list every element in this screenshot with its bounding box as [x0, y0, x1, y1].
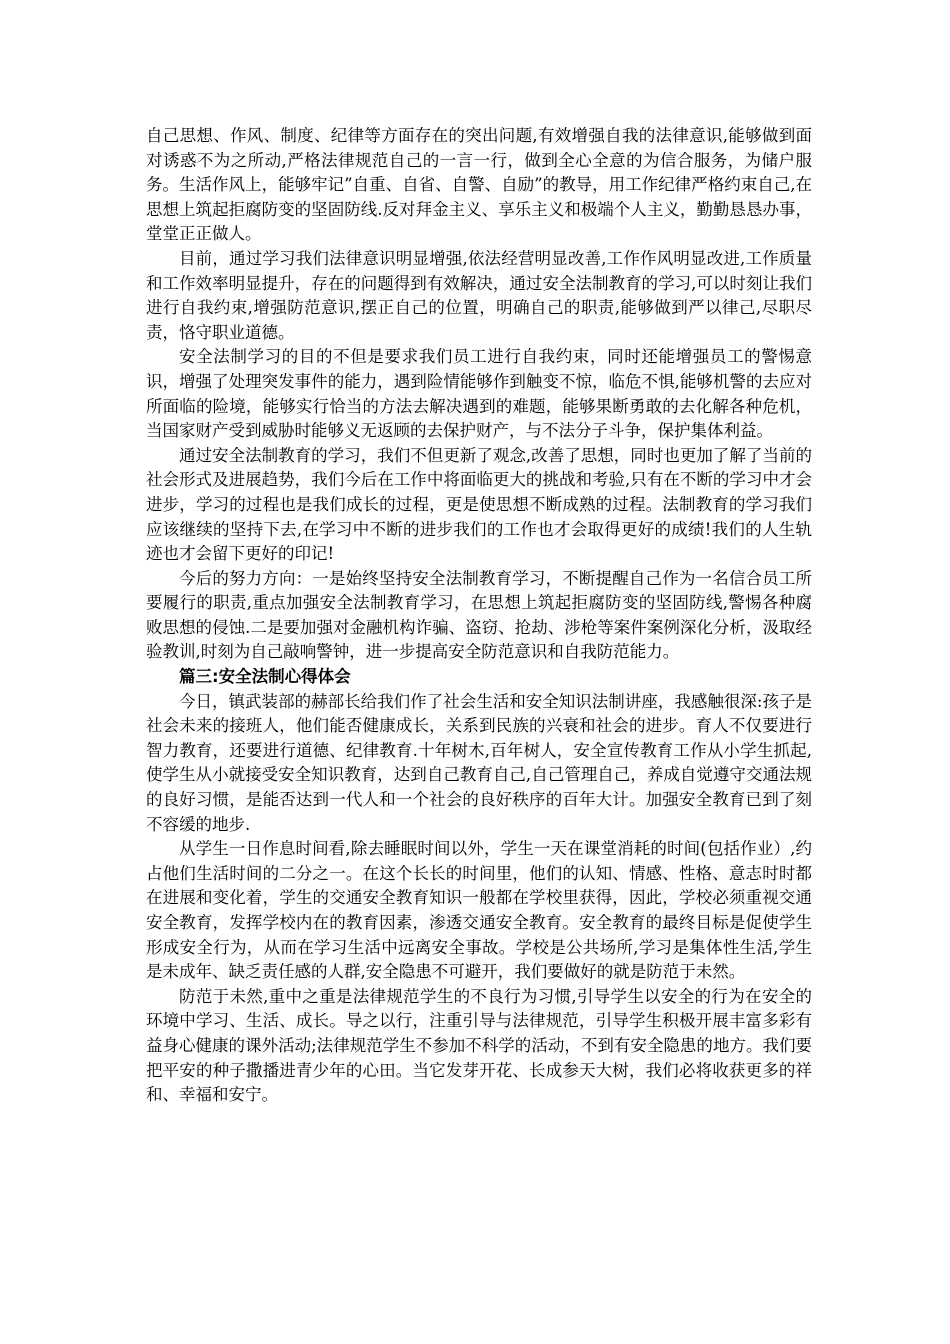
paragraph-5: 今后的努力方向：一是始终坚持安全法制教育学习，不断提醒自己作为一名信合员工所要履行的职责,重点加强安全法制教育学习，在思想上筑起拒腐防变的坚固防线,警惕各种腐败思想的侵蚀.二是要加强对金融机构诈骗、盗窃、抢劫、涉枪等案件案例深化分析，汲取经验教训,时刻为自己敲响警钟，进一步提高安全防范意识和自我防范能力。 — [146, 568, 812, 662]
paragraph-2: 目前，通过学习我们法律意识明显增强,依法经营明显改善,工作作风明显改进,工作质量和工作效率明显提升，存在的问题得到有效解决，通过安全法制教育的学习,可以时刻让我们进行自我约束,增强防范意识,摆正自己的位置，明确自己的职责,能够做到严以律己,尽职尽责，恪守职业道德。 — [146, 248, 812, 342]
paragraph-1: 自己思想、作风、制度、纪律等方面存在的突出问题,有效增强自我的法律意识,能够做到面对诱惑不为之所动,严格法律规范自己的一言一行，做到全心全意的为信合服务，为储户服务。生活作风上，能够牢记”自重、自省、自警、自励”的教导，用工作纪律严格约束自己,在思想上筑起拒腐防变的坚固防线.反对拜金主义、享乐主义和极端个人主义，勤勤恳恳办事，堂堂正正做人。 — [146, 126, 812, 244]
section-heading: 篇三:安全法制心得体会 — [179, 667, 351, 687]
paragraph-8: 防范于未然,重中之重是法律规范学生的不良行为习惯,引导学生以安全的行为在安全的环境中学习、生活、成长。导之以行，注重引导与法律规范，引导学生积极开展丰富多彩有益身心健康的课外活动;法律规范学生不参加不科学的活动，不到有安全隐患的地方。我们要把平安的种子撒播进青少年的心田。当它发芽开花、长成参天大树，我们必将收获更多的祥和、幸福和安宁。 — [146, 986, 812, 1105]
document-body — [146, 124, 812, 1108]
paragraph-6: 今日，镇武装部的赫部长给我们作了社会生活和安全知识法制讲座，我感触很深:孩子是社会未来的接班人，他们能否健康成长，关系到民族的兴衰和社会的进步。育人不仅要进行智力教育，还要进行道德、纪律教育.十年树木,百年树人，安全宣传教育工作从小学生抓起,使学生从小就接受安全知识教育，达到自己教育自己,自己管理自己，养成自觉遵守交通法规的良好习惯，是能否达到一代人和一个社会的良好秩序的百年大计。加强安全教育已到了刻不容缓的地步. — [146, 691, 812, 834]
paragraph-7: 从学生一日作息时间看,除去睡眠时间以外，学生一天在课堂消耗的时间(包括作业）,约占他们生活时间的二分之一。在这个长长的时间里，他们的认知、情感、性格、意志时时都在进展和变化着，学生的交通安全教育知识一般都在学校里获得，因此，学校必须重视交通安全教育，发挥学校内在的教育因素，渗透交通安全教育。安全教育的最终目标是促使学生形成安全行为，从而在学习生活中远离安全事故。学校是公共场所,学习是集体性生活,学生是未成年、缺乏责任感的人群,安全隐患不可避开，我们要做好的就是防范于未然。 — [146, 839, 812, 982]
paragraph-4: 通过安全法制教育的学习，我们不但更新了观念,改善了思想，同时也更加了解了当前的社会形式及进展趋势，我们今后在工作中将面临更大的挑战和考验,只有在不断的学习中才会进步，学习的过程也是我们成长的过程，更是使思想不断成熟的过程。法制教育的学习我们应该继续的坚持下去,在学习中不断的进步我们的工作也才会取得更好的成绩!我们的人生轨迹也才会留下更好的印记! — [146, 445, 812, 564]
paragraph-3: 安全法制学习的目的不但是要求我们员工进行自我约束，同时还能增强员工的警惕意识，增强了处理突发事件的能力，遇到险情能够作到触变不惊，临危不惧,能够机警的去应对所面临的险境，能够实行恰当的方法去解决遇到的难题，能够果断勇敢的去化解各种危机，当国家财产受到威胁时能够义无返顾的去保护财产，与不法分子斗争，保护集体利益。 — [146, 347, 812, 441]
